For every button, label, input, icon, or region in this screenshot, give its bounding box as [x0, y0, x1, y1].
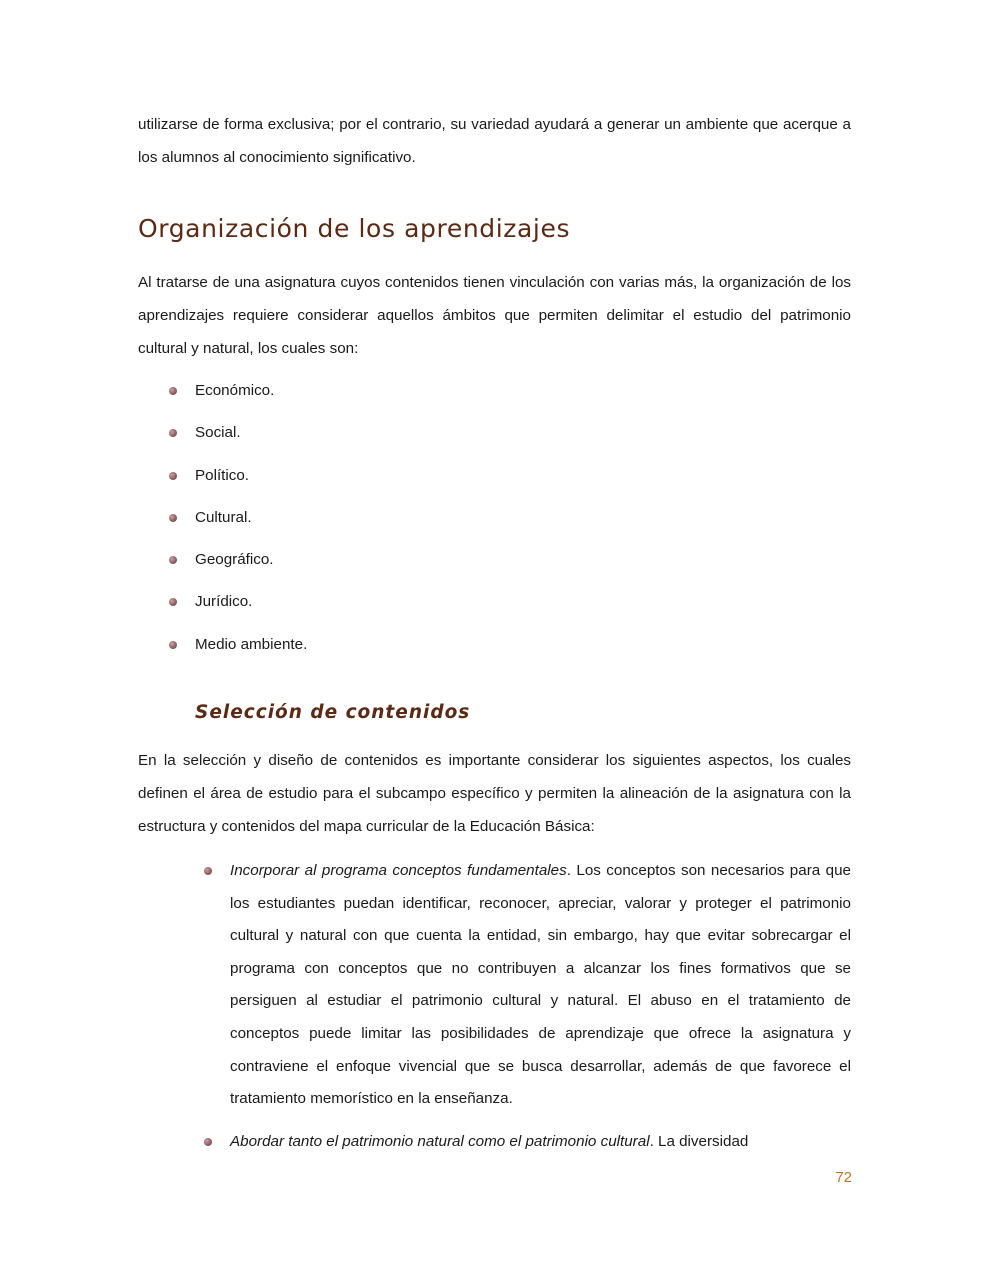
section-paragraph: Al tratarse de una asignatura cuyos contenidos tienen vinculación con varias más, la organización de los aprendizajes requiere considerar aquellos ámbitos que permiten delimitar el estudio del patrimonio cultural y natural, los cuales son: — [138, 274, 851, 357]
list-item: Jurídico. — [166, 586, 307, 628]
bullet-icon — [169, 641, 177, 649]
aspect-text: . Los conceptos son necesarios para que los estudiantes puedan identificar, reconocer, apreciar, valorar y proteger el patrimonio cultural y natural con que cuenta la entidad, sin embargo, hay que evitar sobrecargar el programa con conceptos que no contribuyen a alcanzar los fines formativos que se persiguen al estudiar el patrimonio cultural y natural. El abuso en el tratamiento de conceptos puede limitar las posibilidades de aprendizaje que ofrece la asignatura y contraviene el enfoque vivencial que se busca desarrollar, además de que favorece el tratamiento memorístico en la enseñanza. — [230, 862, 851, 1108]
bullet-icon — [204, 867, 212, 875]
bullet-icon — [169, 387, 177, 395]
list-item: Social. — [166, 417, 307, 459]
list-item: Político. — [166, 460, 307, 502]
bullet-icon — [204, 1138, 212, 1146]
bullet-icon — [169, 429, 177, 437]
aspect-text: . La diversidad — [649, 1132, 749, 1150]
bullet-icon — [169, 598, 177, 606]
list-item: Cultural. — [166, 502, 307, 544]
ambitos-list — [166, 375, 307, 671]
subsection-heading: Selección de contenidos — [195, 702, 471, 723]
intro-paragraph: utilizarse de forma exclusiva; por el contrario, su variedad ayudará a generar un ambiente que acerque a los alumnos al conocimiento significativo. — [138, 116, 851, 166]
section-heading: Organización de los aprendizajes — [138, 214, 571, 243]
list-item: Económico. — [166, 375, 307, 417]
list-item — [201, 855, 851, 1116]
subsection-paragraph: En la selección y diseño de contenidos es importante considerar los siguientes aspectos, los cuales definen el área de estudio para el subcampo específico y permiten la alineación de la asignatura con la estructura y contenidos del mapa curricular de la Educación Básica: — [138, 752, 851, 835]
aspects-list — [201, 855, 851, 1168]
bullet-icon — [169, 514, 177, 522]
bullet-icon — [169, 556, 177, 564]
aspect-title: Incorporar al programa conceptos fundamentales — [230, 862, 567, 879]
bullet-icon — [169, 472, 177, 480]
aspect-title: Abordar tanto el patrimonio natural como el patrimonio cultural — [230, 1132, 650, 1150]
list-item: Medio ambiente. — [166, 629, 307, 671]
page-number: 72 — [835, 1169, 852, 1186]
list-item — [201, 1126, 851, 1159]
list-item: Geográfico. — [166, 544, 307, 586]
